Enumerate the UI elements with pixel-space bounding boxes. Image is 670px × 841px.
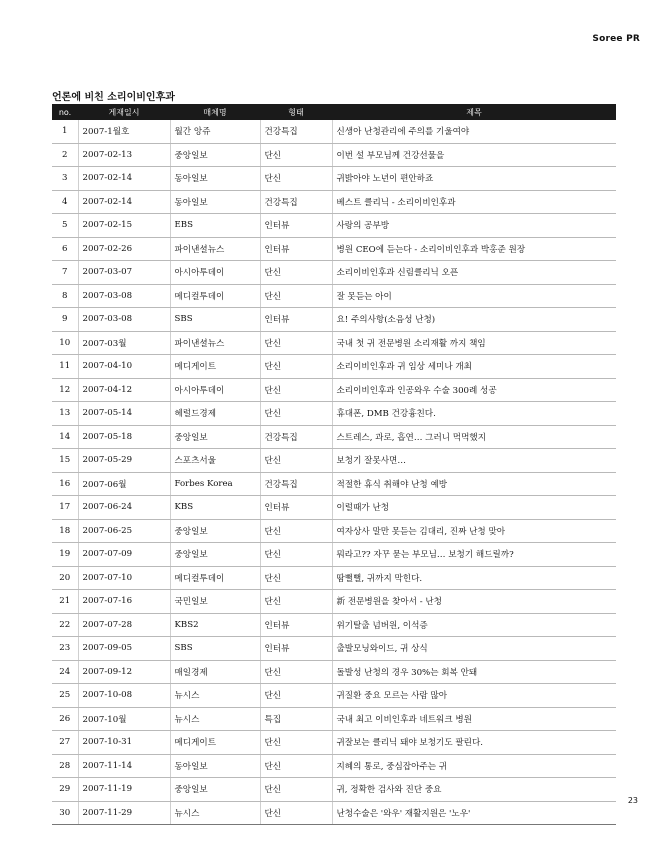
cell-title: 지혜의 통로, 중심잡아주는 귀 <box>332 754 616 778</box>
cell-type: 단신 <box>260 519 332 543</box>
cell-no: 11 <box>52 355 78 379</box>
table-row <box>52 261 616 285</box>
cell-no: 21 <box>52 590 78 614</box>
cell-date: 2007-07-09 <box>78 543 170 567</box>
cell-type: 단신 <box>260 590 332 614</box>
cell-title: 이번 설 부모님께 건강선물을 <box>332 143 616 167</box>
cell-type: 단신 <box>260 143 332 167</box>
table-row <box>52 449 616 473</box>
cell-media: 뉴시스 <box>170 707 260 731</box>
cell-no: 8 <box>52 284 78 308</box>
cell-media: 동아일보 <box>170 754 260 778</box>
cell-date: 2007-11-14 <box>78 754 170 778</box>
cell-media: 중앙일보 <box>170 778 260 802</box>
cell-date: 2007-02-14 <box>78 167 170 191</box>
table-body <box>52 120 616 825</box>
cell-no: 2 <box>52 143 78 167</box>
cell-date: 2007-04-12 <box>78 378 170 402</box>
cell-no: 18 <box>52 519 78 543</box>
cell-title: 귀밝아야 노년이 편안하죠 <box>332 167 616 191</box>
cell-title: 적절한 휴식 취해야 난청 예방 <box>332 472 616 496</box>
cell-media: 중앙일보 <box>170 425 260 449</box>
cell-media: 헤럴드경제 <box>170 402 260 426</box>
cell-no: 10 <box>52 331 78 355</box>
cell-type: 단신 <box>260 331 332 355</box>
cell-date: 2007-11-29 <box>78 801 170 825</box>
cell-media: 중앙일보 <box>170 543 260 567</box>
table-row <box>52 543 616 567</box>
cell-no: 16 <box>52 472 78 496</box>
cell-no: 12 <box>52 378 78 402</box>
cell-media: 뉴시스 <box>170 801 260 825</box>
cell-media: 파이낸셜뉴스 <box>170 331 260 355</box>
cell-title: 귀, 정확한 검사와 진단 중요 <box>332 778 616 802</box>
cell-title: 요! 주의사항(소음성 난청) <box>332 308 616 332</box>
cell-type: 특집 <box>260 707 332 731</box>
table-row <box>52 331 616 355</box>
cell-title: 스트레스, 과로, 흡연… 그러니 먹먹했지 <box>332 425 616 449</box>
cell-type: 단신 <box>260 449 332 473</box>
cell-title: 위기탈출 넘버원, 이석증 <box>332 613 616 637</box>
cell-media: 아시아투데이 <box>170 378 260 402</box>
table-row <box>52 284 616 308</box>
cell-no: 29 <box>52 778 78 802</box>
table-row <box>52 731 616 755</box>
table-row <box>52 496 616 520</box>
cell-date: 2007-03-08 <box>78 284 170 308</box>
cell-media: EBS <box>170 214 260 238</box>
cell-date: 2007-03-07 <box>78 261 170 285</box>
cell-date: 2007-07-10 <box>78 566 170 590</box>
cell-type: 단신 <box>260 684 332 708</box>
cell-media: 스포츠서울 <box>170 449 260 473</box>
cell-media: 메디컬투데이 <box>170 284 260 308</box>
cell-date: 2007-05-18 <box>78 425 170 449</box>
cell-no: 14 <box>52 425 78 449</box>
cell-no: 17 <box>52 496 78 520</box>
table-row <box>52 143 616 167</box>
cell-type: 단신 <box>260 167 332 191</box>
table-row <box>52 402 616 426</box>
cell-type: 단신 <box>260 660 332 684</box>
cell-type: 건강특집 <box>260 190 332 214</box>
cell-title: 베스트 클리닉 - 소리이비인후과 <box>332 190 616 214</box>
cell-date: 2007-11-19 <box>78 778 170 802</box>
cell-type: 단신 <box>260 355 332 379</box>
table-row <box>52 378 616 402</box>
cell-title: 잘 못듣는 아이 <box>332 284 616 308</box>
table-row <box>52 214 616 238</box>
cell-type: 건강특집 <box>260 425 332 449</box>
table-row <box>52 707 616 731</box>
table-header-row <box>52 104 616 120</box>
column-header-type: 형태 <box>260 104 332 120</box>
column-header-title: 제목 <box>332 104 616 120</box>
cell-no: 7 <box>52 261 78 285</box>
cell-date: 2007-10월 <box>78 707 170 731</box>
cell-title: 소리이비인후과 인공와우 수술 300례 성공 <box>332 378 616 402</box>
cell-media: Forbes Korea <box>170 472 260 496</box>
section-title: 언론에 비친 소리이비인후과 <box>52 92 175 103</box>
table-row <box>52 613 616 637</box>
cell-title: 돌발성 난청의 경우 30%는 회복 안돼 <box>332 660 616 684</box>
cell-type: 단신 <box>260 402 332 426</box>
cell-date: 2007-02-26 <box>78 237 170 261</box>
cell-media: 메디컬투데이 <box>170 566 260 590</box>
cell-date: 2007-05-29 <box>78 449 170 473</box>
cell-title: 뭐라고?? 자꾸 묻는 부모님… 보청기 해드릴까? <box>332 543 616 567</box>
column-header-no: no. <box>52 104 78 120</box>
cell-date: 2007-03월 <box>78 331 170 355</box>
cell-date: 2007-1월호 <box>78 120 170 143</box>
cell-no: 15 <box>52 449 78 473</box>
cell-date: 2007-06월 <box>78 472 170 496</box>
cell-media: 메디게이트 <box>170 355 260 379</box>
cell-no: 19 <box>52 543 78 567</box>
cell-media: SBS <box>170 308 260 332</box>
table-row <box>52 801 616 825</box>
table-row <box>52 590 616 614</box>
cell-no: 23 <box>52 637 78 661</box>
cell-date: 2007-03-08 <box>78 308 170 332</box>
cell-no: 9 <box>52 308 78 332</box>
table-row <box>52 519 616 543</box>
table-row <box>52 472 616 496</box>
cell-title: 사랑의 공부방 <box>332 214 616 238</box>
cell-type: 인터뷰 <box>260 237 332 261</box>
cell-no: 27 <box>52 731 78 755</box>
cell-type: 단신 <box>260 566 332 590</box>
cell-date: 2007-07-16 <box>78 590 170 614</box>
cell-media: 중앙일보 <box>170 143 260 167</box>
cell-no: 3 <box>52 167 78 191</box>
press-coverage-table <box>52 104 616 825</box>
table-row <box>52 778 616 802</box>
cell-title: 국내 첫 귀 전문병원 소리재활 까지 책임 <box>332 331 616 355</box>
cell-type: 건강특집 <box>260 472 332 496</box>
cell-type: 단신 <box>260 778 332 802</box>
cell-type: 단신 <box>260 378 332 402</box>
cell-no: 1 <box>52 120 78 143</box>
cell-type: 단신 <box>260 284 332 308</box>
cell-media: 뉴시스 <box>170 684 260 708</box>
table-row <box>52 190 616 214</box>
table-row <box>52 167 616 191</box>
table-row <box>52 425 616 449</box>
cell-media: KBS2 <box>170 613 260 637</box>
cell-title: 병원 CEO에 듣는다 - 소리이비인후과 박홍준 원장 <box>332 237 616 261</box>
cell-title: 여자상사 말만 못듣는 김대리, 진짜 난청 맞아 <box>332 519 616 543</box>
cell-date: 2007-09-12 <box>78 660 170 684</box>
cell-title: 귀질환 중요 모르는 사람 많아 <box>332 684 616 708</box>
cell-date: 2007-02-14 <box>78 190 170 214</box>
cell-no: 22 <box>52 613 78 637</box>
cell-date: 2007-10-08 <box>78 684 170 708</box>
cell-media: 중앙일보 <box>170 519 260 543</box>
cell-type: 단신 <box>260 801 332 825</box>
cell-title: 땀뻘뻘, 귀까지 막힌다. <box>332 566 616 590</box>
cell-type: 인터뷰 <box>260 613 332 637</box>
brand-label: Soree PR <box>592 34 640 44</box>
cell-type: 인터뷰 <box>260 637 332 661</box>
table-row <box>52 237 616 261</box>
cell-media: 동아일보 <box>170 190 260 214</box>
cell-title: 소리이비인후과 신림클리닉 오픈 <box>332 261 616 285</box>
cell-type: 단신 <box>260 731 332 755</box>
cell-media: 메디게이트 <box>170 731 260 755</box>
cell-date: 2007-06-24 <box>78 496 170 520</box>
page-number: 23 <box>627 796 638 805</box>
table-row <box>52 355 616 379</box>
cell-media: 월간 앙쥬 <box>170 120 260 143</box>
cell-title: 新 전문병원을 찾아서 - 난청 <box>332 590 616 614</box>
table-row <box>52 308 616 332</box>
cell-date: 2007-05-14 <box>78 402 170 426</box>
table-row <box>52 754 616 778</box>
cell-title: 휴대폰, DMB 건강흉친다. <box>332 402 616 426</box>
cell-media: 매일경제 <box>170 660 260 684</box>
cell-type: 단신 <box>260 543 332 567</box>
cell-title: 이럴때가 난청 <box>332 496 616 520</box>
cell-title: 귀잘보는 클리닉 돼야 보청기도 팔린다. <box>332 731 616 755</box>
cell-title: 신생아 난청관리에 주의를 기울여야 <box>332 120 616 143</box>
cell-media: 동아일보 <box>170 167 260 191</box>
cell-date: 2007-02-15 <box>78 214 170 238</box>
cell-title: 국내 최고 이비인후과 네트워크 병원 <box>332 707 616 731</box>
cell-type: 건강특집 <box>260 120 332 143</box>
cell-no: 4 <box>52 190 78 214</box>
cell-title: 소리이비인후과 귀 임상 세미나 개최 <box>332 355 616 379</box>
cell-no: 30 <box>52 801 78 825</box>
cell-date: 2007-06-25 <box>78 519 170 543</box>
table-row <box>52 566 616 590</box>
cell-no: 13 <box>52 402 78 426</box>
cell-date: 2007-02-13 <box>78 143 170 167</box>
column-header-media: 매체명 <box>170 104 260 120</box>
cell-type: 인터뷰 <box>260 214 332 238</box>
cell-no: 20 <box>52 566 78 590</box>
cell-type: 인터뷰 <box>260 496 332 520</box>
table-row <box>52 660 616 684</box>
cell-date: 2007-04-10 <box>78 355 170 379</box>
cell-no: 28 <box>52 754 78 778</box>
cell-no: 26 <box>52 707 78 731</box>
cell-no: 24 <box>52 660 78 684</box>
cell-type: 단신 <box>260 754 332 778</box>
column-header-date: 게재일시 <box>78 104 170 120</box>
cell-title: 출발모닝와이드, 귀 상식 <box>332 637 616 661</box>
cell-date: 2007-09-05 <box>78 637 170 661</box>
table-row <box>52 120 616 143</box>
cell-type: 인터뷰 <box>260 308 332 332</box>
cell-media: 국민일보 <box>170 590 260 614</box>
cell-no: 25 <box>52 684 78 708</box>
cell-media: SBS <box>170 637 260 661</box>
cell-media: KBS <box>170 496 260 520</box>
cell-type: 단신 <box>260 261 332 285</box>
cell-title: 보청기 잘못사면… <box>332 449 616 473</box>
cell-title: 난청수술은 '와우' 재활지원은 '노우' <box>332 801 616 825</box>
cell-no: 5 <box>52 214 78 238</box>
table-row <box>52 684 616 708</box>
cell-media: 아시아투데이 <box>170 261 260 285</box>
cell-date: 2007-10-31 <box>78 731 170 755</box>
cell-date: 2007-07-28 <box>78 613 170 637</box>
table-row <box>52 637 616 661</box>
cell-media: 파이낸셜뉴스 <box>170 237 260 261</box>
cell-no: 6 <box>52 237 78 261</box>
